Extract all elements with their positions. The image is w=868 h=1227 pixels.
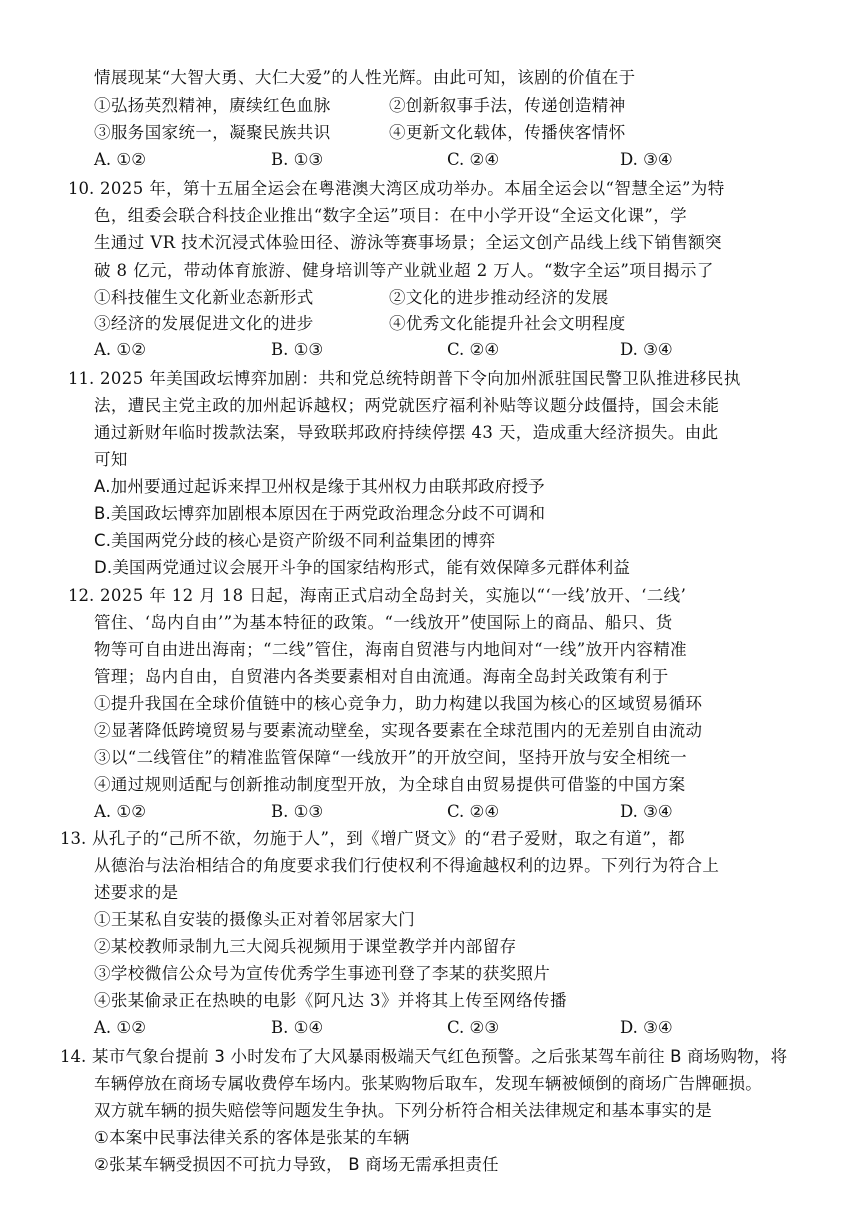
question-number: 11. xyxy=(68,369,95,388)
question-12-stem: 物等可自由进出海南；“二线”管住，海南自贸港与内地间对“一线”放开内容精准 xyxy=(94,640,688,659)
statement-3: ③服务国家统一，凝聚民族共识 xyxy=(94,123,331,142)
statement-1: ①本案中民事法律关系的客体是张某的车辆 xyxy=(94,1128,410,1147)
question-11-stem: 法，遭民主党主政的加州起诉越权；两党就医疗福利补贴等议题分歧僵持，国会未能 xyxy=(94,396,720,415)
statement-2: ②显著降低跨境贸易与要素流动壁垒，实现各要素在全球范围内的无差别自由流动 xyxy=(94,721,703,740)
option-b[interactable]: B.美国政坛博弈加剧根本原因在于两党政治理念分歧不可调和 xyxy=(94,504,546,523)
statement-4: ④张某偷录正在热映的电影《阿凡达 3》并将其上传至网络传播 xyxy=(94,991,567,1010)
question-10-stem: 破 8 亿元，带动体育旅游、健身培训等产业就业超 2 万人。“数字全运”项目揭示了 xyxy=(94,261,714,280)
question-10-stem: 2025 年，第十五届全运会在粤港澳大湾区成功举办。本届全运会以“智慧全运”为特 xyxy=(100,179,725,198)
option-a[interactable]: A.加州要通过起诉来捍卫州权是缘于其州权力由联邦政府授予 xyxy=(94,477,545,496)
question-14-stem: 某市气象台提前 3 小时发布了大风暴雨极端天气红色预警。之后张某驾车前往 B 商场购物，将 xyxy=(92,1047,788,1066)
statement-1: ①弘扬英烈精神，赓续红色血脉 xyxy=(94,96,331,115)
statement-2: ②某校教师录制九三大阅兵视频用于课堂教学并内部留存 xyxy=(94,937,517,956)
statement-4: ④更新文化载体，传播侠客情怀 xyxy=(389,123,626,142)
question-13-stem: 从德治与法治相结合的角度要求我们行使权利不得逾越权利的边界。下列行为符合上 xyxy=(94,856,720,875)
statement-2: ②张某车辆受损因不可抗力导致， B 商场无需承担责任 xyxy=(94,1155,499,1174)
statement-1: ①提升我国在全球价值链中的核心竞争力，助力构建以我国为核心的区域贸易循环 xyxy=(94,694,703,713)
statement-3: ③经济的发展促进文化的进步 xyxy=(94,314,314,333)
option-b[interactable]: B. ①③ xyxy=(271,340,324,359)
option-b[interactable]: B. ①③ xyxy=(271,802,324,821)
option-c[interactable]: C. ②④ xyxy=(447,150,500,169)
question-11-stem: 可知 xyxy=(94,450,128,469)
option-a[interactable]: A. ①② xyxy=(94,150,146,169)
statement-1: ①科技催生文化新业态新形式 xyxy=(94,288,314,307)
option-a[interactable]: A. ①② xyxy=(94,1018,146,1037)
question-11-stem: 2025 年美国政坛博弈加剧：共和党总统特朗普下令向加州派驻国民警卫队推进移民执 xyxy=(100,369,741,388)
statement-4: ④优秀文化能提升社会文明程度 xyxy=(389,314,626,333)
question-13-stem: 述要求的是 xyxy=(94,883,179,902)
question-12-stem: 管住、‘岛内自由’”为基本特征的政策。“一线放开”使国际上的商品、船只、货 xyxy=(94,613,673,632)
option-d[interactable]: D.美国两党通过议会展开斗争的国家结构形式，能有效保障多元群体利益 xyxy=(94,558,631,577)
question-10-stem: 生通过 VR 技术沉浸式体验田径、游泳等赛事场景；全运文创产品线上线下销售额突 xyxy=(94,233,722,252)
question-12-stem: 2025 年 12 月 18 日起，海南正式启动全岛封关，实施以“‘一线’放开、‘二线’ xyxy=(100,586,687,605)
statement-2: ②文化的进步推动经济的发展 xyxy=(389,288,609,307)
statement-3: ③以“二线管住”的精准监管保障“一线放开”的开放空间，坚持开放与安全相统一 xyxy=(94,748,688,767)
question-9-stem-tail: 情展现某“大智大勇、大仁大爱”的人性光辉。由此可知，该剧的价值在于 xyxy=(94,68,636,87)
statement-4: ④通过规则适配与创新推动制度型开放，为全球自由贸易提供可借鉴的中国方案 xyxy=(94,775,686,794)
question-10-stem: 色，组委会联合科技企业推出“数字全运”项目：在中小学开设“全运文化课”，学 xyxy=(94,206,688,225)
statement-1: ①王某私自安装的摄像头正对着邻居家大门 xyxy=(94,910,416,929)
option-b[interactable]: B. ①③ xyxy=(271,150,324,169)
question-14-stem: 车辆停放在商场专属收费停车场内。张某购物后取车，发现车辆被倾倒的商场广告牌砸损。 xyxy=(94,1074,762,1093)
statement-3: ③学校微信公众号为宣传优秀学生事迹刊登了李某的获奖照片 xyxy=(94,964,551,983)
question-number: 13. xyxy=(60,829,87,848)
option-a[interactable]: A. ①② xyxy=(94,802,146,821)
question-13-stem: 从孔子的“己所不欲，勿施于人”，到《增广贤文》的“君子爱财，取之有道”，都 xyxy=(92,829,686,848)
option-c[interactable]: C. ②③ xyxy=(447,1018,500,1037)
option-c[interactable]: C. ②④ xyxy=(447,802,500,821)
option-c[interactable]: C. ②④ xyxy=(447,340,500,359)
statement-2: ②创新叙事手法，传递创造精神 xyxy=(389,96,626,115)
option-a[interactable]: A. ①② xyxy=(94,340,146,359)
question-number: 14. xyxy=(60,1047,87,1066)
option-c[interactable]: C.美国两党分歧的核心是资产阶级不同利益集团的博弈 xyxy=(94,531,496,550)
question-12-stem: 管理；岛内自由，自贸港内各类要素相对自由流通。海南全岛封关政策有利于 xyxy=(94,667,669,686)
question-14-stem: 双方就车辆的损失赔偿等问题发生争执。下列分析符合相关法律规定和基本事实的是 xyxy=(94,1101,712,1120)
option-d[interactable]: D. ③④ xyxy=(620,340,673,359)
option-d[interactable]: D. ③④ xyxy=(620,150,673,169)
option-b[interactable]: B. ①④ xyxy=(271,1018,324,1037)
question-11-stem: 通过新财年临时拨款法案，导致联邦政府持续停摆 43 天，造成重大经济损失。由此 xyxy=(94,423,719,442)
option-d[interactable]: D. ③④ xyxy=(620,802,673,821)
question-number: 12. xyxy=(68,586,95,605)
option-d[interactable]: D. ③④ xyxy=(620,1018,673,1037)
question-number: 10. xyxy=(68,179,95,198)
